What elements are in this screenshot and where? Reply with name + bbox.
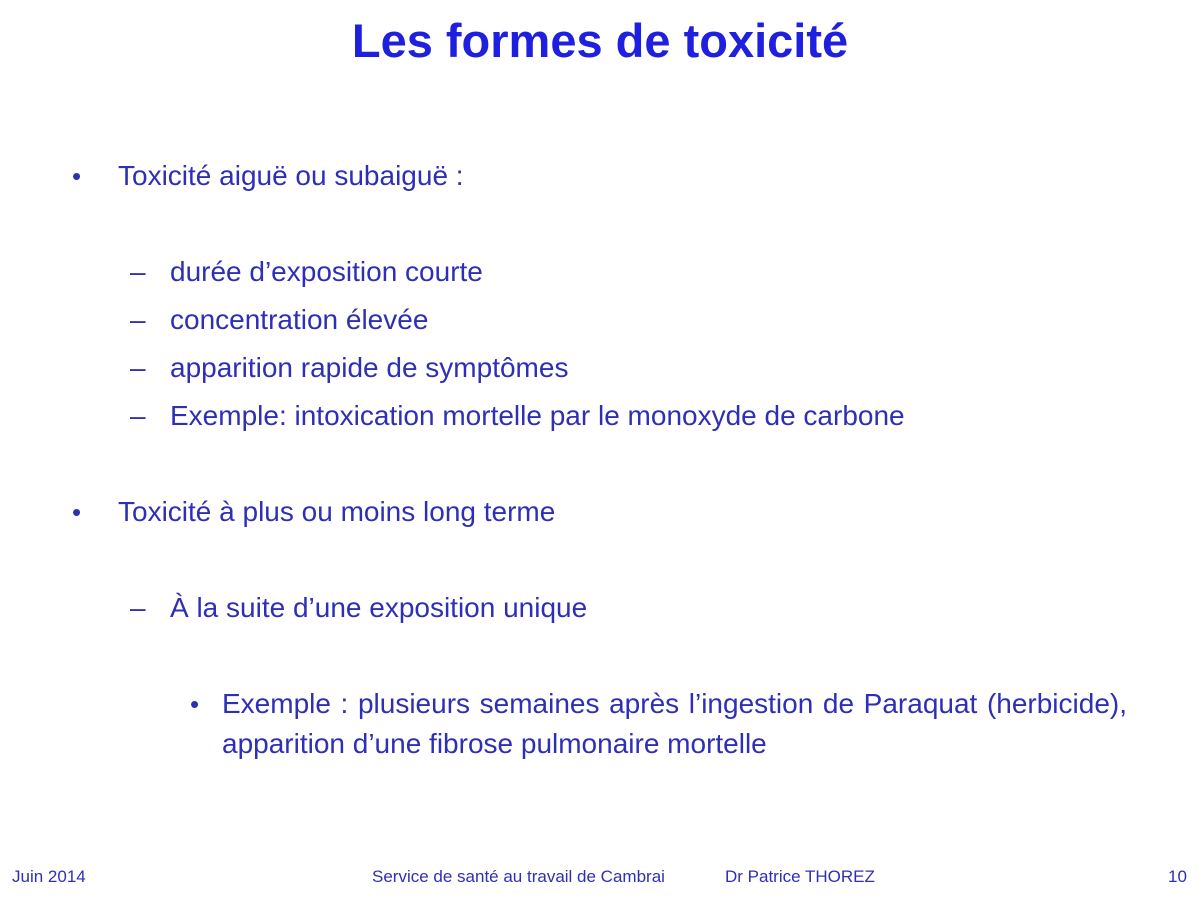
footer-author: Dr Patrice THOREZ	[725, 867, 875, 886]
dash-icon: –	[130, 352, 146, 383]
bullet-icon: •	[72, 497, 82, 527]
section-heading: Toxicité à plus ou moins long terme	[118, 496, 556, 527]
slide-title: Les formes de toxicité	[351, 14, 849, 67]
bullet-icon: •	[190, 689, 200, 719]
list-item: Exemple: intoxication mortelle par le monoxyde de carbone	[170, 400, 905, 431]
dash-icon: –	[130, 592, 146, 623]
dash-icon: –	[130, 304, 146, 335]
example-item: Exemple : plusieurs semaines après l’ingestion de Paraquat (herbicide), apparition d’une fibrose pulmonaire mortelle	[222, 688, 1127, 759]
dash-icon: –	[130, 256, 146, 287]
list-item: concentration élevée	[170, 304, 429, 335]
section-heading: Toxicité aiguë ou subaiguë :	[118, 160, 464, 191]
list-item: À la suite d’une exposition unique	[170, 592, 588, 623]
footer-date: Juin 2014	[12, 867, 86, 886]
list-item: apparition rapide de symptômes	[170, 352, 569, 383]
page-number: 10	[1168, 867, 1187, 886]
bullet-icon: •	[72, 161, 82, 191]
list-item: durée d’exposition courte	[170, 256, 483, 287]
dash-icon: –	[130, 400, 146, 431]
footer-service: Service de santé au travail de Cambrai	[372, 867, 665, 886]
